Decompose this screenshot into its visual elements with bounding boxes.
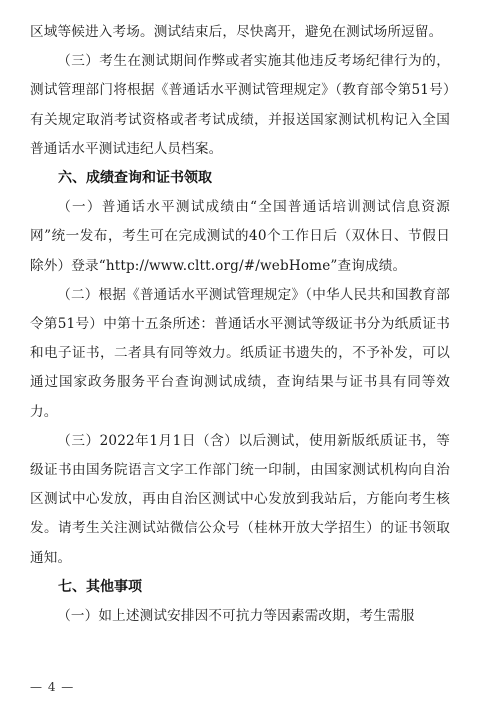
paragraph-results-query: （一）普通话水平测试成绩由“全国普通话培训测试信息资源网”统一发布，考生可在完成测试的40个工作日后（双休日、节假日除外）登录“http://www.cltt.org/#/webHome”查询成绩。 xyxy=(30,199,450,274)
paragraph-exam-misconduct: （三）考生在测试期间作弊或者实施其他违反考场纪律行为的，测试管理部门将根据《普通话水平测试管理规定》（教育部令第51号）有关规定取消考试资格或者考试成绩，并报送国家测试机构记入全国普通话水平测试违纪人员档案。 xyxy=(30,53,450,157)
paragraph-certificate-types: （二）根据《普通话水平测试管理规定》（中华人民共和国教育部令第51号）中第十五条所述：普通话水平测试等级证书分为纸质证书和电子证书，二者具有同等效力。纸质证书遗失的，不予补发，可以通过国家政务服务平台查询测试成绩，查询结果与证书具有同等效力。 xyxy=(30,286,450,420)
paragraph-new-certificates: （三）2022年1月1日（含）以后测试，使用新版纸质证书，等级证书由国务院语言文字工作部门统一印制，由国家测试机构向自治区测试中心发放，再由自治区测试中心发放到我站后，方能向考生核发。请考生关注测试站微信公众号（桂林开放大学招生）的证书领取通知。 xyxy=(30,432,450,566)
section-heading-other-matters: 七、其他事项 xyxy=(58,578,142,595)
page-number: — 4 — xyxy=(30,680,75,694)
paragraph-rescheduling: （一）如上述测试安排因不可抗力等因素需改期，考生需服 xyxy=(57,608,415,625)
paragraph-continuation: 区域等候进入考场。测试结束后，尽快离开，避免在测试场所逗留。 xyxy=(30,24,443,40)
section-heading-results-certificates: 六、成绩查询和证书领取 xyxy=(58,170,212,187)
